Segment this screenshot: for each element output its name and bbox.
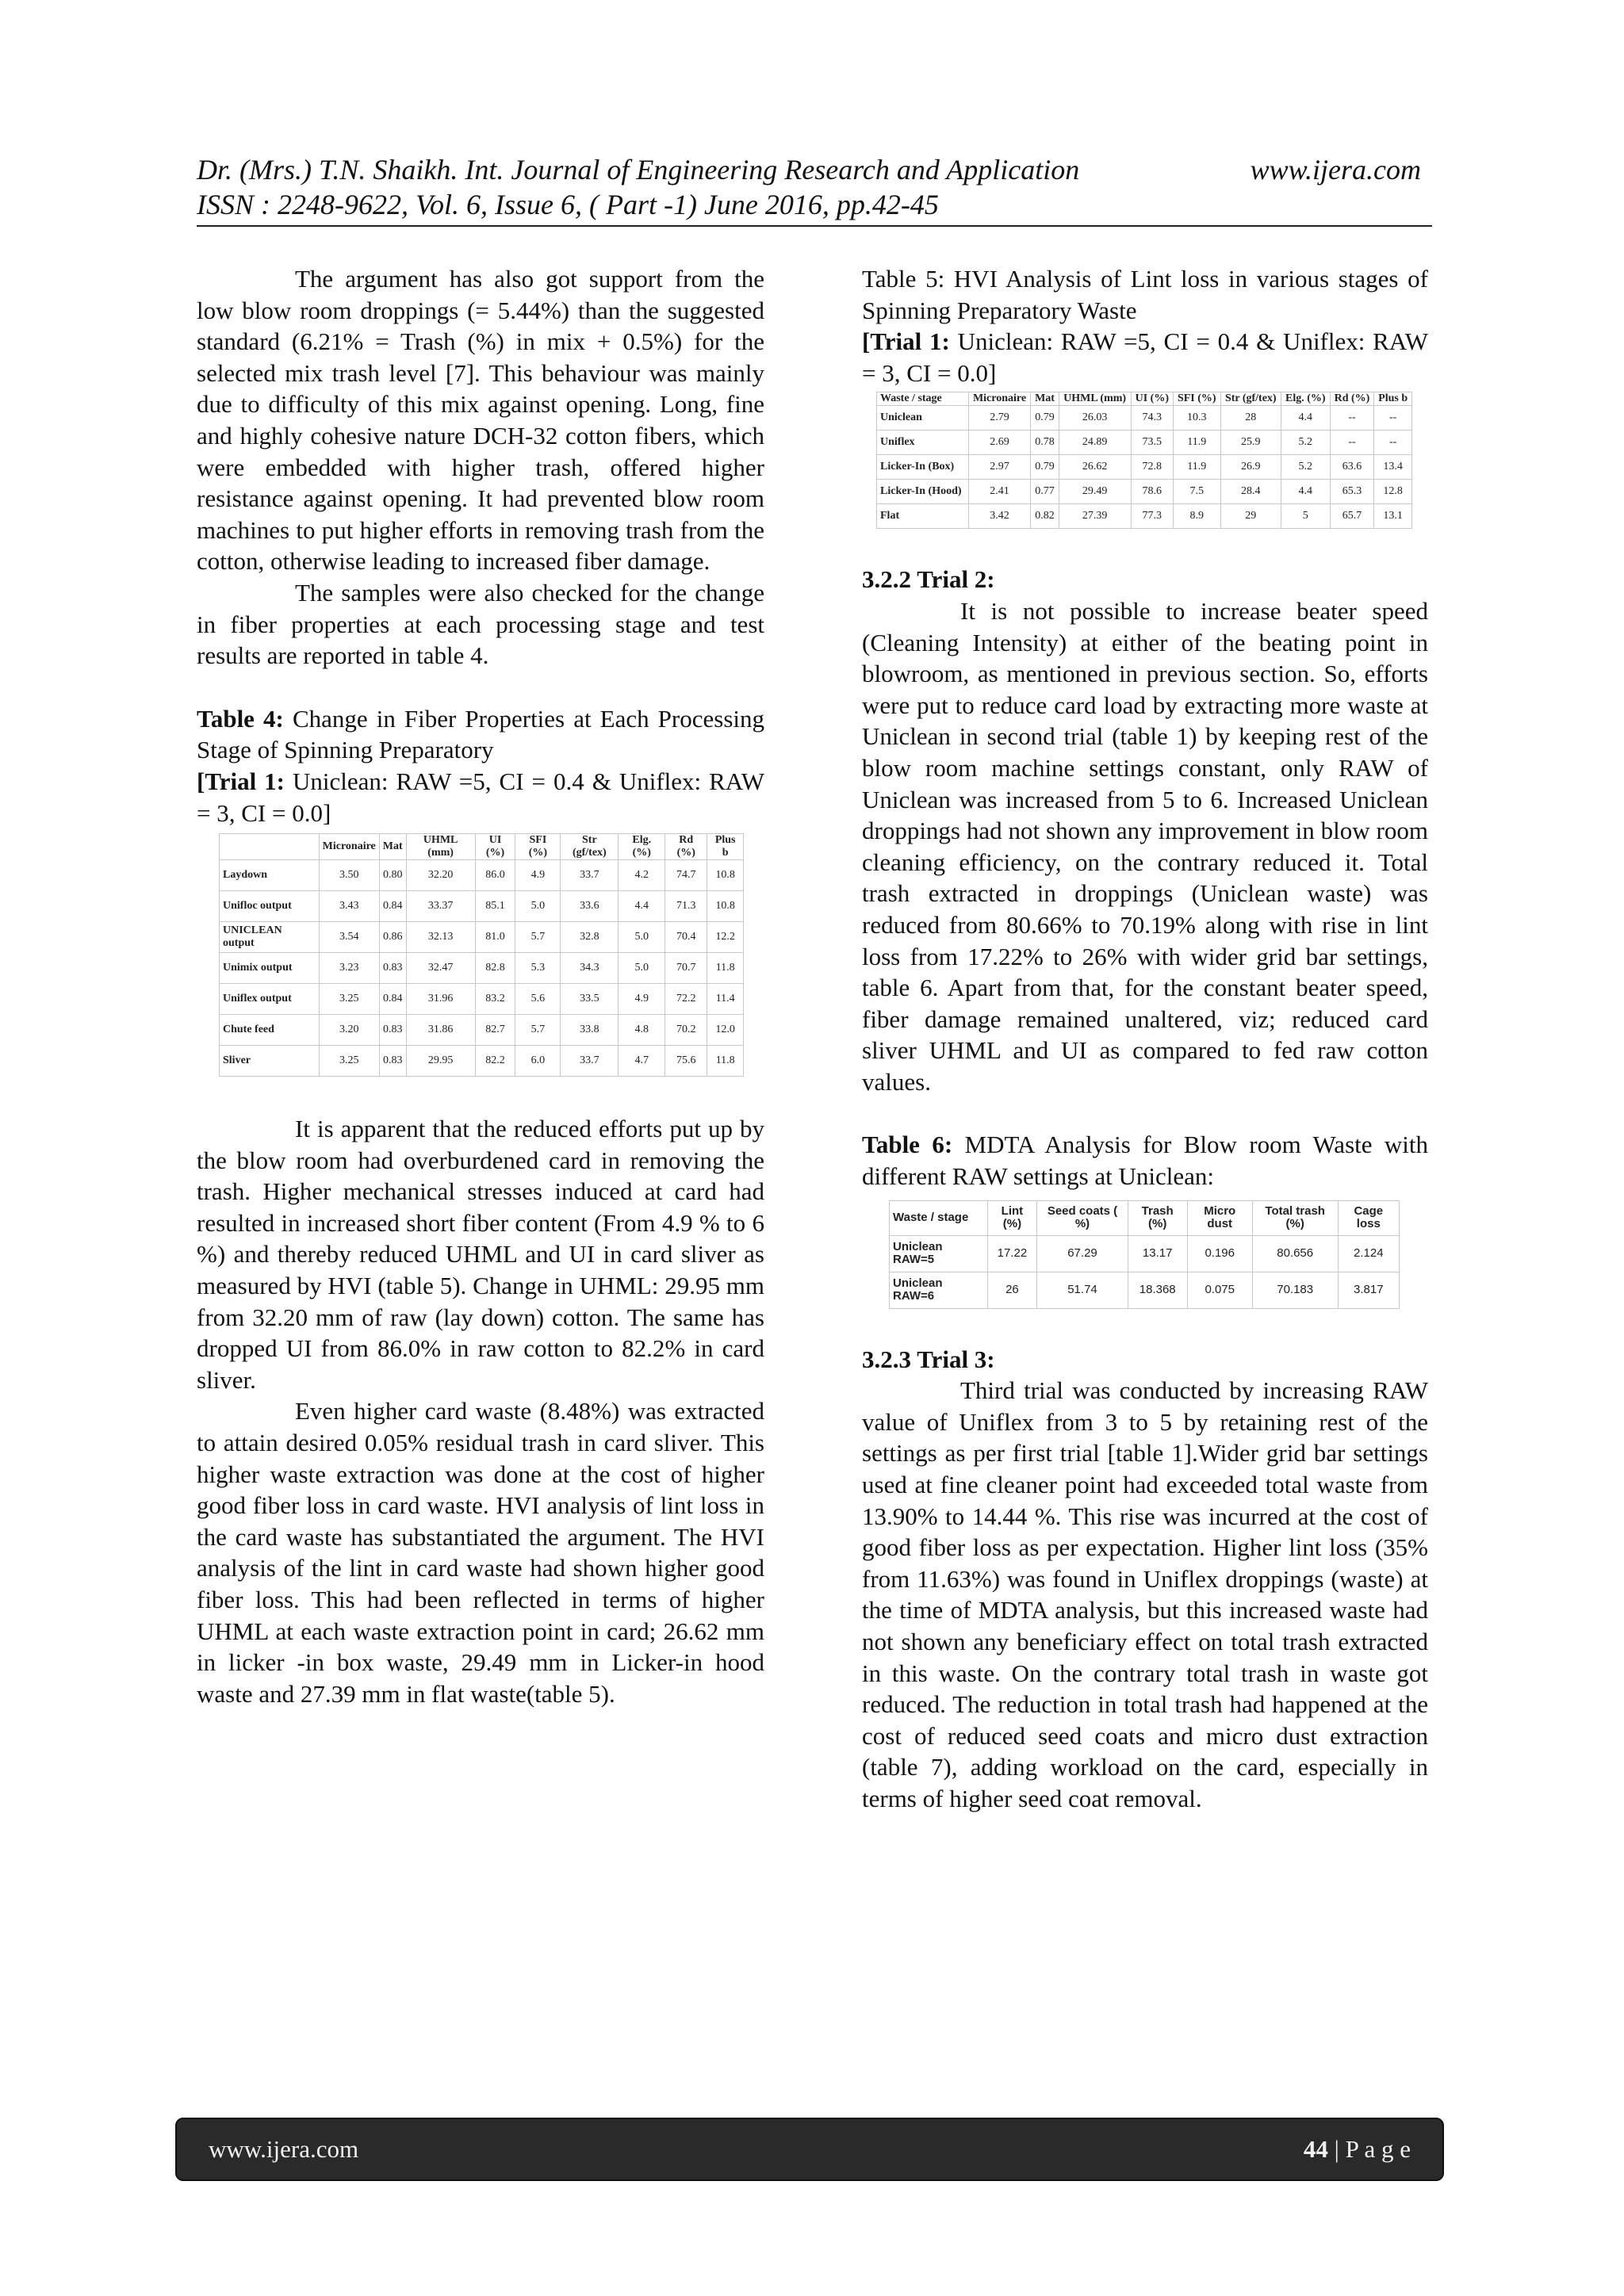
table-cell: 0.77 — [1031, 480, 1059, 504]
table-cell: 0.84 — [379, 891, 406, 922]
table-cell: 0.075 — [1187, 1272, 1252, 1308]
table-row — [877, 455, 1412, 480]
table-cell: 83.2 — [475, 984, 515, 1015]
table-cell: 74.3 — [1131, 406, 1173, 430]
table-cell: 29 — [1220, 504, 1281, 529]
table-cell: 32.13 — [406, 922, 475, 953]
table-row — [220, 1015, 744, 1046]
table-cell: 4.8 — [619, 1015, 665, 1046]
table-cell: 0.86 — [379, 922, 406, 953]
paragraph: The argument has also got support from the low blow room droppings (= 5.44%) than the suggested standard (6.21% = Trash (%) in mix + 0.5%) for the selected mix trash level [7]. This behaviour was mainly due to difficulty of this mix against opening. Long, fine and highly cohesive nature DCH-32 cotton fibers, which were embedded with higher trash, offered higher resistance against opening. It had prevented blow room machines to put higher efforts in removing trash from the cotton, otherwise leading to increased fiber damage. — [197, 265, 764, 576]
table-cell: 74.7 — [665, 860, 707, 891]
table-cell: 32.8 — [561, 922, 619, 953]
table-cell: 12.0 — [707, 1015, 744, 1046]
table-header-cell: Mat — [379, 834, 406, 860]
table-4-wrapper — [219, 833, 764, 1077]
table-header-cell: SFI (%) — [1173, 392, 1220, 406]
table-cell: 3.54 — [319, 922, 379, 953]
table-row — [220, 860, 744, 891]
table-cell: 0.84 — [379, 984, 406, 1015]
table-cell: 32.47 — [406, 953, 475, 984]
table-6-caption — [862, 1129, 1428, 1192]
table-header-cell: Str (gf/tex) — [561, 834, 619, 860]
table-header-cell: Seed coats ( %) — [1037, 1200, 1128, 1235]
table-cell: 33.7 — [561, 1046, 619, 1077]
table-cell: 77.3 — [1131, 504, 1173, 529]
table-cell: 26.62 — [1059, 455, 1131, 480]
table-cell: 75.6 — [665, 1046, 707, 1077]
table-5-wrapper — [876, 392, 1428, 529]
table-cell: 13.4 — [1374, 455, 1412, 480]
table-row — [877, 504, 1412, 529]
table-cell: 11.8 — [707, 953, 744, 984]
table-header-cell: Elg. (%) — [619, 834, 665, 860]
table-cell: 5.0 — [619, 922, 665, 953]
table-cell: 5.3 — [515, 953, 561, 984]
table-cell: 82.7 — [475, 1015, 515, 1046]
table-cell: 78.6 — [1131, 480, 1173, 504]
table-cell: 33.5 — [561, 984, 619, 1015]
table-cell: 5.2 — [1281, 430, 1330, 455]
table-cell: 11.8 — [707, 1046, 744, 1077]
table-cell: 3.23 — [319, 953, 379, 984]
table-cell: 33.7 — [561, 860, 619, 891]
table-cell: 17.22 — [987, 1235, 1037, 1272]
table-cell: 80.656 — [1252, 1235, 1338, 1272]
table-cell: 72.2 — [665, 984, 707, 1015]
trial-label: [Trial 1: — [862, 327, 950, 356]
page-number: 44 — [1303, 2135, 1328, 2163]
table-cell: 28.4 — [1220, 480, 1281, 504]
trial-label: [Trial 1: — [197, 767, 285, 795]
table-cell: 2.79 — [968, 406, 1031, 430]
journal-website: www.ijera.com — [1250, 154, 1421, 186]
table-cell: 10.8 — [707, 891, 744, 922]
table-cell: 11.9 — [1173, 430, 1220, 455]
table-row — [220, 922, 744, 953]
table-cell: 2.97 — [968, 455, 1031, 480]
table-cell: 0.80 — [379, 860, 406, 891]
trial-text: Uniclean: RAW =5, CI = 0.4 & Uniflex: RAW = 3, CI = 0.0] — [862, 327, 1428, 387]
header-row-1 — [197, 152, 1421, 187]
table-cell: 26 — [987, 1272, 1037, 1308]
table-cell: 4.9 — [619, 984, 665, 1015]
table-cell: 0.83 — [379, 1015, 406, 1046]
table-cell: 11.4 — [707, 984, 744, 1015]
table-header-cell: Micronaire — [319, 834, 379, 860]
table-5-caption: Table 5: HVI Analysis of Lint loss in various stages of Spinning Preparatory Waste — [862, 265, 1428, 324]
table-cell: 5.6 — [515, 984, 561, 1015]
table-cell: 3.42 — [968, 504, 1031, 529]
page-footer — [175, 2118, 1444, 2181]
table-cell: Sliver — [220, 1046, 320, 1077]
paragraph: Even higher card waste (8.48%) was extracted to attain desired 0.05% residual trash in card sliver. This higher waste extraction was done at the cost of higher good fiber loss in card waste. HVI analysis of lint loss in the card waste has substantiated the argument. The HVI analysis of the lint in card waste had shown higher good fiber loss. This had been reflected in terms of higher UHML at each waste extraction point in card; 26.62 mm in licker -in box waste, 29.49 mm in Licker-in hood waste and 27.39 mm in flat waste(table 5). — [197, 1397, 764, 1708]
table-header-cell — [220, 834, 320, 860]
table-cell: Uniclean RAW=5 — [890, 1235, 988, 1272]
table-cell: Licker-In (Box) — [877, 455, 969, 480]
table-row — [890, 1272, 1400, 1308]
table-cell: 25.9 — [1220, 430, 1281, 455]
table-cell: 24.89 — [1059, 430, 1131, 455]
spacer — [862, 529, 1428, 564]
table-header-cell: Micro dust — [1187, 1200, 1252, 1235]
table-cell: 33.8 — [561, 1015, 619, 1046]
table-header-cell: SFI (%) — [515, 834, 561, 860]
table-cell: 3.817 — [1338, 1272, 1399, 1308]
page-label: | P a g e — [1327, 2135, 1411, 2163]
table-header-cell: Waste / stage — [890, 1200, 988, 1235]
footer-website: www.ijera.com — [209, 2135, 359, 2163]
section-heading-3-2-2: 3.2.2 Trial 2: — [862, 565, 995, 594]
table-header-row — [890, 1200, 1400, 1235]
table-cell: 13.17 — [1128, 1235, 1187, 1272]
table-header-cell: Micronaire — [968, 392, 1031, 406]
table-cell: 28 — [1220, 406, 1281, 430]
table-cell: 2.124 — [1338, 1235, 1399, 1272]
paragraph: Third trial was conducted by increasing RAW value of Uniflex from 3 to 5 by retaining rest of the settings as per first trial [table 1].Wider grid bar settings used at fine cleaner point had exceeded total waste from 13.90% to 14.44 %. This rise was incurred at the cost of good fiber loss as per expectation. Higher lint loss (35% from 11.63%) was found in Uniflex droppings (waste) at the time of MDTA analysis, but this increased waste had not shown any beneficiary effect on total trash extracted in this waste. On the contrary total trash in waste got reduced. The reduction in total trash had happened at the cost of reduced seed coats and micro dust extraction (table 7), adding workload on the card, especially in terms of higher seed coat removal. — [862, 1376, 1428, 1812]
table-cell: 0.79 — [1031, 455, 1059, 480]
page-number-label — [1304, 2135, 1411, 2164]
trial-text: Uniclean: RAW =5, CI = 0.4 & Uniflex: RAW = 3, CI = 0.0] — [197, 767, 765, 827]
table-label: Table 4: — [197, 704, 284, 733]
table-cell: 82.2 — [475, 1046, 515, 1077]
table-cell: Unifloc output — [220, 891, 320, 922]
table-cell: 29.95 — [406, 1046, 475, 1077]
table-cell: -- — [1374, 406, 1412, 430]
table-cell: 70.183 — [1252, 1272, 1338, 1308]
table-header-cell: Waste / stage — [877, 392, 969, 406]
table-cell: 13.1 — [1374, 504, 1412, 529]
table-header-row — [877, 392, 1412, 406]
left-column — [197, 263, 764, 1709]
paragraph: It is not possible to increase beater speed (Cleaning Intensity) at either of the beating point in blowroom, as mentioned in previous section. So, efforts were put to reduce card load by extracting more waste at Uniclean in second trial (table 1) by keeping rest of the blow room machine settings constant, only RAW of Uniclean was increased from 5 to 6. Increased Uniclean droppings had not shown any improvement in blow room cleaning efficiency, on the contrary reduced it. Total trash extracted in droppings (Uniclean waste) was reduced from 80.66% to 70.19% along with rise in lint loss from 17.22% to 26% with wider grid bar settings, table 6. Apart from that, for the constant beater speed, fiber damage remained unaltered, viz; reduced card sliver UHML and UI as compared to fed raw cotton values. — [862, 596, 1428, 1096]
table-title: MDTA Analysis for Blow room Waste with different RAW settings at Uniclean: — [862, 1131, 1428, 1191]
table-header-cell: UI (%) — [475, 834, 515, 860]
table-cell: -- — [1330, 406, 1374, 430]
table-cell: 4.4 — [1281, 480, 1330, 504]
table-cell: 2.69 — [968, 430, 1031, 455]
table-cell: 26.03 — [1059, 406, 1131, 430]
table-cell: 31.96 — [406, 984, 475, 1015]
table-row — [220, 891, 744, 922]
table-label: Table 6: — [862, 1131, 953, 1159]
table-cell: 63.6 — [1330, 455, 1374, 480]
table-cell: 0.79 — [1031, 406, 1059, 430]
table-cell: 10.8 — [707, 860, 744, 891]
table-header-cell: Cage loss — [1338, 1200, 1399, 1235]
spacer — [197, 1077, 764, 1113]
table-row — [220, 984, 744, 1015]
table-cell: 73.5 — [1131, 430, 1173, 455]
table-cell: -- — [1374, 430, 1412, 455]
table-cell: 26.9 — [1220, 455, 1281, 480]
table-cell: 65.7 — [1330, 504, 1374, 529]
table-5 — [876, 392, 1412, 529]
table-header-cell: UHML (mm) — [1059, 392, 1131, 406]
table-4-caption — [197, 703, 764, 766]
table-cell: 4.9 — [515, 860, 561, 891]
table-cell: Flat — [877, 504, 969, 529]
table-cell: 5.0 — [515, 891, 561, 922]
table-cell: 33.6 — [561, 891, 619, 922]
table-cell: 3.20 — [319, 1015, 379, 1046]
table-6-wrapper — [889, 1200, 1428, 1309]
table-header-cell: Mat — [1031, 392, 1059, 406]
table-row — [877, 406, 1412, 430]
table-cell: 5.7 — [515, 1015, 561, 1046]
journal-citation: Dr. (Mrs.) T.N. Shaikh. Int. Journal of Engineering Research and Application — [197, 154, 1080, 186]
header-divider — [197, 225, 1432, 227]
table-5-trial-caption — [862, 326, 1428, 388]
table-6 — [889, 1200, 1400, 1309]
table-cell: 33.37 — [406, 891, 475, 922]
table-header-cell: Plus b — [1374, 392, 1412, 406]
table-row — [220, 1046, 744, 1077]
table-cell: 27.39 — [1059, 504, 1131, 529]
table-cell: 12.8 — [1374, 480, 1412, 504]
table-header-cell: UHML (mm) — [406, 834, 475, 860]
table-cell: 85.1 — [475, 891, 515, 922]
table-cell: 0.78 — [1031, 430, 1059, 455]
table-cell: 2.41 — [968, 480, 1031, 504]
table-cell: 81.0 — [475, 922, 515, 953]
table-cell: 4.7 — [619, 1046, 665, 1077]
table-header-cell: UI (%) — [1131, 392, 1173, 406]
table-cell: Uniclean RAW=6 — [890, 1272, 988, 1308]
table-header-cell: Elg. (%) — [1281, 392, 1330, 406]
table-cell: 3.43 — [319, 891, 379, 922]
table-header-cell: Lint (%) — [987, 1200, 1037, 1235]
table-4 — [219, 833, 744, 1077]
table-row — [890, 1235, 1400, 1272]
table-cell: 29.49 — [1059, 480, 1131, 504]
table-cell: 7.5 — [1173, 480, 1220, 504]
table-cell: -- — [1330, 430, 1374, 455]
table-cell: 3.25 — [319, 984, 379, 1015]
table-cell: 86.0 — [475, 860, 515, 891]
table-title: Change in Fiber Properties at Each Processing Stage of Spinning Preparatory — [197, 704, 764, 764]
table-cell: Chute feed — [220, 1015, 320, 1046]
spacer — [862, 1309, 1428, 1344]
table-cell: 5.0 — [619, 953, 665, 984]
table-cell: 4.4 — [1281, 406, 1330, 430]
table-cell: 0.83 — [379, 953, 406, 984]
table-cell: 0.196 — [1187, 1235, 1252, 1272]
table-cell: 31.86 — [406, 1015, 475, 1046]
table-header-cell: Rd (%) — [1330, 392, 1374, 406]
table-cell: 82.8 — [475, 953, 515, 984]
table-header-cell: Plus b — [707, 834, 744, 860]
section-heading-3-2-3: 3.2.3 Trial 3: — [862, 1345, 995, 1373]
table-cell: 0.82 — [1031, 504, 1059, 529]
table-cell: 3.50 — [319, 860, 379, 891]
table-cell: 4.4 — [619, 891, 665, 922]
paragraph: The samples were also checked for the change in fiber properties at each processing stage and test results are reported in table 4. — [197, 578, 764, 670]
table-row — [877, 430, 1412, 455]
table-row — [877, 480, 1412, 504]
table-row — [220, 953, 744, 984]
table-header-cell: Rd (%) — [665, 834, 707, 860]
table-header-cell: Str (gf/tex) — [1220, 392, 1281, 406]
table-cell: 51.74 — [1037, 1272, 1128, 1308]
table-cell: 11.9 — [1173, 455, 1220, 480]
table-cell: 5.2 — [1281, 455, 1330, 480]
table-cell: 71.3 — [665, 891, 707, 922]
table-cell: 5 — [1281, 504, 1330, 529]
spacer — [862, 1097, 1428, 1129]
table-header-cell: Total trash (%) — [1252, 1200, 1338, 1235]
table-cell: 4.2 — [619, 860, 665, 891]
spacer — [197, 672, 764, 703]
table-cell: 67.29 — [1037, 1235, 1128, 1272]
table-cell: Unimix output — [220, 953, 320, 984]
right-column — [862, 263, 1428, 1815]
table-cell: 70.7 — [665, 953, 707, 984]
table-cell: 6.0 — [515, 1046, 561, 1077]
table-cell: UNICLEAN output — [220, 922, 320, 953]
table-cell: 0.83 — [379, 1046, 406, 1077]
table-cell: 70.4 — [665, 922, 707, 953]
table-4-trial-caption — [197, 766, 764, 828]
table-cell: 10.3 — [1173, 406, 1220, 430]
table-cell: 72.8 — [1131, 455, 1173, 480]
paragraph: It is apparent that the reduced efforts put up by the blow room had overburdened card in removing the trash. Higher mechanical stresses induced at card had resulted in increased short fiber content (From 4.9 % to 6 %) and thereby reduced UHML and UI in card sliver as measured by HVI (table 5). Change in UHML: 29.95 mm from 32.20 mm of raw (lay down) cotton. The same has dropped UI from 86.0% in raw cotton to 82.2% in card sliver. — [197, 1115, 764, 1394]
running-header — [197, 152, 1421, 222]
table-cell: Uniflex — [877, 430, 969, 455]
table-cell: Uniflex output — [220, 984, 320, 1015]
table-cell: 32.20 — [406, 860, 475, 891]
table-cell: Laydown — [220, 860, 320, 891]
table-cell: 8.9 — [1173, 504, 1220, 529]
table-cell: 18.368 — [1128, 1272, 1187, 1308]
table-header-cell: Trash (%) — [1128, 1200, 1187, 1235]
table-cell: 70.2 — [665, 1015, 707, 1046]
table-cell: Uniclean — [877, 406, 969, 430]
table-cell: 12.2 — [707, 922, 744, 953]
table-header-row — [220, 834, 744, 860]
table-cell: 65.3 — [1330, 480, 1374, 504]
table-cell: 34.3 — [561, 953, 619, 984]
issn-line: ISSN : 2248-9622, Vol. 6, Issue 6, ( Part -1) June 2016, pp.42-45 — [197, 189, 939, 220]
table-cell: 5.7 — [515, 922, 561, 953]
table-cell: 3.25 — [319, 1046, 379, 1077]
table-cell: Licker-In (Hood) — [877, 480, 969, 504]
